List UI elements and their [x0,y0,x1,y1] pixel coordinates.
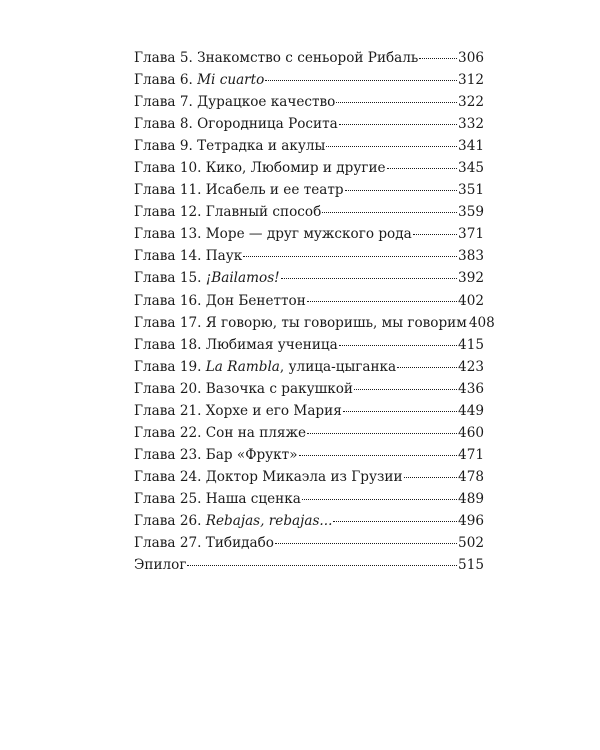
toc-entry-title-text: Глава 6. [134,72,198,89]
toc-entry-title [134,113,338,135]
toc-entry-page-number: 489 [458,490,484,507]
toc-entry-page-number: 383 [458,248,484,265]
toc-entry-title-italic: Mi cuarto [197,72,265,89]
toc-entry-title-text: Глава 20. Вазочка с ракушкой [134,380,353,397]
toc-entry [134,157,484,179]
toc-entry-title [134,400,342,422]
toc-entry-title-text: Глава 18. Любимая ученица [134,336,338,353]
toc-entry-page-number: 371 [458,226,484,243]
toc-entry-title-italic: ¡Bailamos! [205,270,280,287]
toc-entry-title-italic: Rebajas, rebajas... [205,512,333,529]
toc-entry-title [134,267,280,289]
toc-entry-title [134,135,325,157]
toc-entry-title-text: Глава 14. Паук [134,248,243,265]
toc-entry [134,334,484,356]
dot-leader [419,57,457,59]
toc-entry-title [134,378,353,400]
dot-leader [243,255,457,257]
toc-entry [134,312,495,334]
toc-entry-title-text: Глава 12. Главный способ [134,204,322,221]
toc-entry-title [134,47,418,69]
toc-entry-title-text: Глава 11. Исабель и ее театр [134,182,344,199]
toc-entry-title [134,356,396,378]
dot-leader [343,410,457,412]
toc-entry-title-italic: La Rambla [205,358,280,375]
toc-entry-page-number: 415 [458,336,484,353]
toc-entry-title-text: Глава 15. [134,270,206,287]
toc-entry-title-text: Глава 9. Тетрадка и акулы [134,138,326,155]
toc-entry-title-text: Глава 19. [134,358,206,375]
dot-leader [404,476,458,478]
toc-entry-title [134,334,338,356]
toc-entry-title [134,223,412,245]
toc-entry-title-text: Глава 5. Знакомство с сеньорой Рибаль [134,50,419,66]
dot-leader [307,300,457,302]
dot-leader [326,145,457,147]
toc-entry [134,444,484,466]
toc-entry-page-number: 312 [458,72,484,89]
dot-leader [187,564,457,566]
toc-entry [134,356,484,378]
toc-entry-title-text: Глава 27. Тибидабо [134,535,274,552]
dot-leader [387,167,458,169]
toc-entry-page-number: 408 [468,314,495,331]
toc-entry-page-number: 471 [458,446,484,463]
toc-entry [134,510,484,532]
toc-entry-title-text: Глава 16. Дон Бенеттон [134,292,306,309]
toc-entry [134,179,484,201]
toc-entry-page-number: 322 [458,94,484,111]
toc-entry-title-text: Эпилог [134,557,187,574]
toc-entry-title [134,290,306,312]
dot-leader [339,344,457,346]
toc-entry-title [134,312,467,334]
toc-entry-title [134,201,321,223]
toc-entry-page-number: 502 [458,535,484,552]
toc-entry-page-number: 402 [458,292,484,309]
toc-entry-title-text: Глава 10. Кико, Любомир и другие [134,160,386,177]
dot-leader [322,211,457,213]
toc-entry-title-text: Глава 22. Сон на пляже [134,424,307,441]
toc-entry [134,267,484,289]
toc-entry-page-number: 332 [458,116,484,133]
toc-entry-title-text: Глава 7. Дурацкое качество [134,94,336,111]
toc-entry-title [134,179,344,201]
dot-leader [302,498,457,500]
toc-entry [134,466,484,488]
toc-entry-page-number: 359 [458,204,484,221]
toc-entry-page-number: 436 [458,380,484,397]
toc-entry-title [134,69,264,91]
toc-entry [134,554,484,576]
dot-leader [299,454,458,456]
toc-entry [134,290,484,312]
toc-entry [134,532,484,554]
toc-entry [134,201,484,223]
toc-entry [134,135,484,157]
toc-entry-page-number: 306 [458,50,484,66]
toc-entry-title-text: Глава 8. Огородница Росита [134,116,338,133]
table-of-contents [134,47,495,576]
toc-entry-title [134,488,301,510]
toc-entry-page-number: 345 [458,160,484,177]
toc-entry [134,69,484,91]
toc-entry [134,223,484,245]
dot-leader [339,123,457,125]
toc-entry-title-text: Глава 23. Бар «Фрукт» [134,446,298,463]
toc-entry-title-text: Глава 25. Наша сценка [134,490,301,507]
toc-entry-page-number: 351 [458,182,484,199]
toc-entry [134,488,484,510]
toc-entry [134,47,484,69]
dot-leader [333,520,457,522]
toc-entry-title-text: Глава 13. Море — друг мужского рода [134,226,412,243]
toc-entry [134,378,484,400]
toc-entry [134,422,484,444]
toc-entry-page-number: 449 [458,402,484,419]
toc-entry-title-text: Глава 24. Доктор Микаэла из Грузии [134,468,403,485]
toc-entry-title-text: Глава 26. [134,512,206,529]
dot-leader [275,542,457,544]
toc-entry-title [134,466,403,488]
toc-entry-title [134,444,298,466]
toc-entry-page-number: 496 [458,512,484,529]
dot-leader [281,277,457,279]
dot-leader [336,101,457,103]
toc-entry-page-number: 478 [458,468,484,485]
toc-entry-title [134,422,306,444]
toc-entry-page-number: 460 [458,424,484,441]
toc-entry-page-number: 341 [458,138,484,155]
toc-entry-title [134,532,274,554]
toc-entry-title-text: Глава 21. Хорхе и его Мария [134,402,342,419]
toc-entry-title [134,91,335,113]
dot-leader [345,189,457,191]
dot-leader [413,233,457,235]
toc-entry-title [134,554,186,576]
dot-leader [265,79,457,81]
toc-entry [134,113,484,135]
toc-entry-page-number: 392 [458,270,484,287]
toc-entry-title-text: , улица-цыганка [279,358,397,375]
toc-entry [134,91,484,113]
dot-leader [397,366,457,368]
toc-entry-page-number: 515 [458,557,484,574]
toc-entry-page-number: 423 [458,358,484,375]
toc-entry [134,245,484,267]
dot-leader [307,432,457,434]
toc-entry-title [134,157,386,179]
toc-entry [134,400,484,422]
toc-entry-title [134,510,332,532]
dot-leader [354,388,457,390]
toc-entry-title [134,245,242,267]
toc-entry-title-text: Глава 17. Я говорю, ты говоришь, мы говорим [134,314,467,331]
